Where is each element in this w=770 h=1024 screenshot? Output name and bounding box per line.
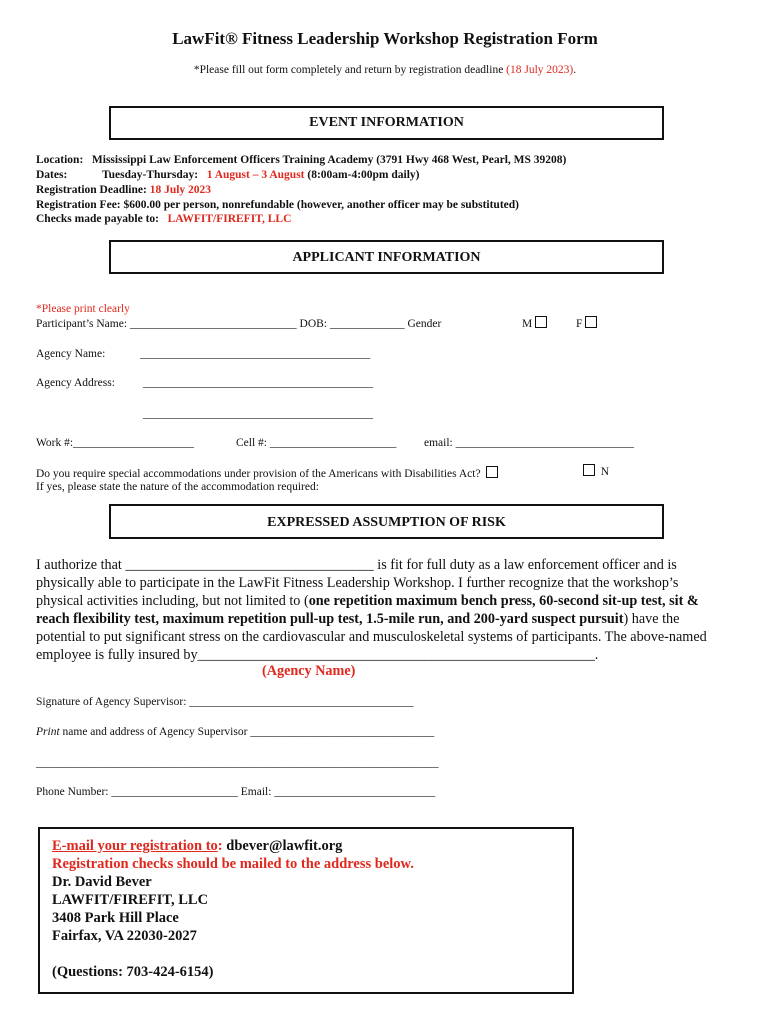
checkbox-icon[interactable] [535,316,547,328]
fee-line: Registration Fee: $600.00 per person, nonrefundable (however, another officer may be substituted) [36,199,519,211]
instruction-text: *Please fill out form completely and return by registration deadline [193,64,507,76]
supervisor-signature-field[interactable]: Signature of Agency Supervisor: _______________________________________ [36,696,414,708]
risk-paragraph: I authorize that ___________________________________ is fit for full duty as a law enforcement officer and is physically able to participate in the LawFit Fitness Leadership Workshop. I further recognize that the workshop’s physical activities including, but not limited to (one repetition maximum bench press, 60-second sit-up test, sit & reach flexibility test, maximum repetition pull-up test, 1.5-mile run, and 200-yard suspect pursuit) have the potential to put significant stress on the cardiovascular and musculoskeletal systems of participants. The above-named employee is fully insured by________________________________________________________. [36,557,707,663]
cell-phone-field[interactable]: Cell #: ______________________ [236,437,397,449]
agency-name-label: Agency Name: [36,348,106,360]
ada-question: Do you require special accommodations under provision of the Americans with Disabilities Act? [36,466,498,480]
print-clearly-note: *Please print clearly [36,303,130,315]
event-info-heading: EVENT INFORMATION [109,106,664,140]
contact-email[interactable]: dbever@lawfit.org [222,838,343,854]
supervisor-address-field[interactable]: ______________________________________________________________________ [36,757,439,769]
checks-mail-note: Registration checks should be mailed to the address below. [52,856,414,872]
agency-address-field-1[interactable]: ________________________________________ [143,377,373,389]
participant-name-field[interactable]: Participant’s Name: _____________________________ DOB: _____________ Gender [36,318,442,330]
dates-line: Dates: Tuesday-Thursday: 1 August – 3 August (8:00am-4:00pm daily) [36,169,420,181]
phone-email-field[interactable]: Phone Number: ______________________ Email: ____________________________ [36,786,436,798]
location-line: Location: Mississippi Law Enforcement Officers Training Academy (3791 Hwy 468 West, Pearl, MS 39208) [36,154,567,166]
contact-questions: (Questions: 703-424-6154) [52,964,214,980]
gender-f-option[interactable]: F [576,316,597,330]
gender-m-option[interactable]: M [522,316,547,330]
deadline-value: 18 July 2023 [149,184,212,196]
contact-city: Fairfax, VA 22030-2027 [52,928,197,944]
deadline-instruction: *Please fill out form completely and return by registration deadline (18 July 2023). [193,64,577,76]
deadline-line: Registration Deadline: 18 July 2023 [36,184,212,196]
applicant-info-heading: APPLICANT INFORMATION [109,240,664,274]
contact-company: LAWFIT/FIREFIT, LLC [52,892,209,908]
deadline-date: (18 July 2023) [506,64,574,76]
email-instruction: E-mail your registration to: dbever@lawfit.org [52,838,343,854]
work-phone-field[interactable]: Work #:_____________________ [36,437,194,449]
contact-name: Dr. David Bever [52,874,152,890]
checkbox-icon[interactable] [585,316,597,328]
test-list: one repetition maximum bench press, 60-second sit-up test, sit & reach flexibility test, maximum repetition pull-up test, 1.5-mile run, and 200-yard suspect pursuit [36,593,699,627]
email-field[interactable]: email: _______________________________ [424,437,634,449]
checks-line: Checks made payable to: LAWFIT/FIREFIT, LLC [36,213,292,225]
ada-yes-checkbox[interactable] [486,466,498,478]
ada-no-checkbox[interactable] [583,464,595,476]
dates-range: 1 August – 3 August [206,169,305,181]
risk-heading: EXPRESSED ASSUMPTION OF RISK [109,504,664,539]
supervisor-print-field[interactable]: Print name and address of Agency Supervisor ________________________________ [36,726,435,738]
ada-followup: If yes, please state the nature of the accommodation required: [36,481,319,493]
location-value: Mississippi Law Enforcement Officers Training Academy (3791 Hwy 468 West, Pearl, MS 39208) [91,154,567,166]
agency-name-field[interactable]: ________________________________________ [140,348,370,360]
page-title: LawFit® Fitness Leadership Workshop Registration Form [172,29,598,48]
ada-no-option[interactable]: N [580,464,609,478]
contact-box [38,827,574,994]
agency-address-label: Agency Address: [36,377,115,389]
agency-name-note: (Agency Name) [262,663,356,679]
agency-address-field-2[interactable]: ________________________________________ [143,408,373,420]
contact-street: 3408 Park Hill Place [52,910,179,926]
checks-payee: LAWFIT/FIREFIT, LLC [167,213,292,225]
